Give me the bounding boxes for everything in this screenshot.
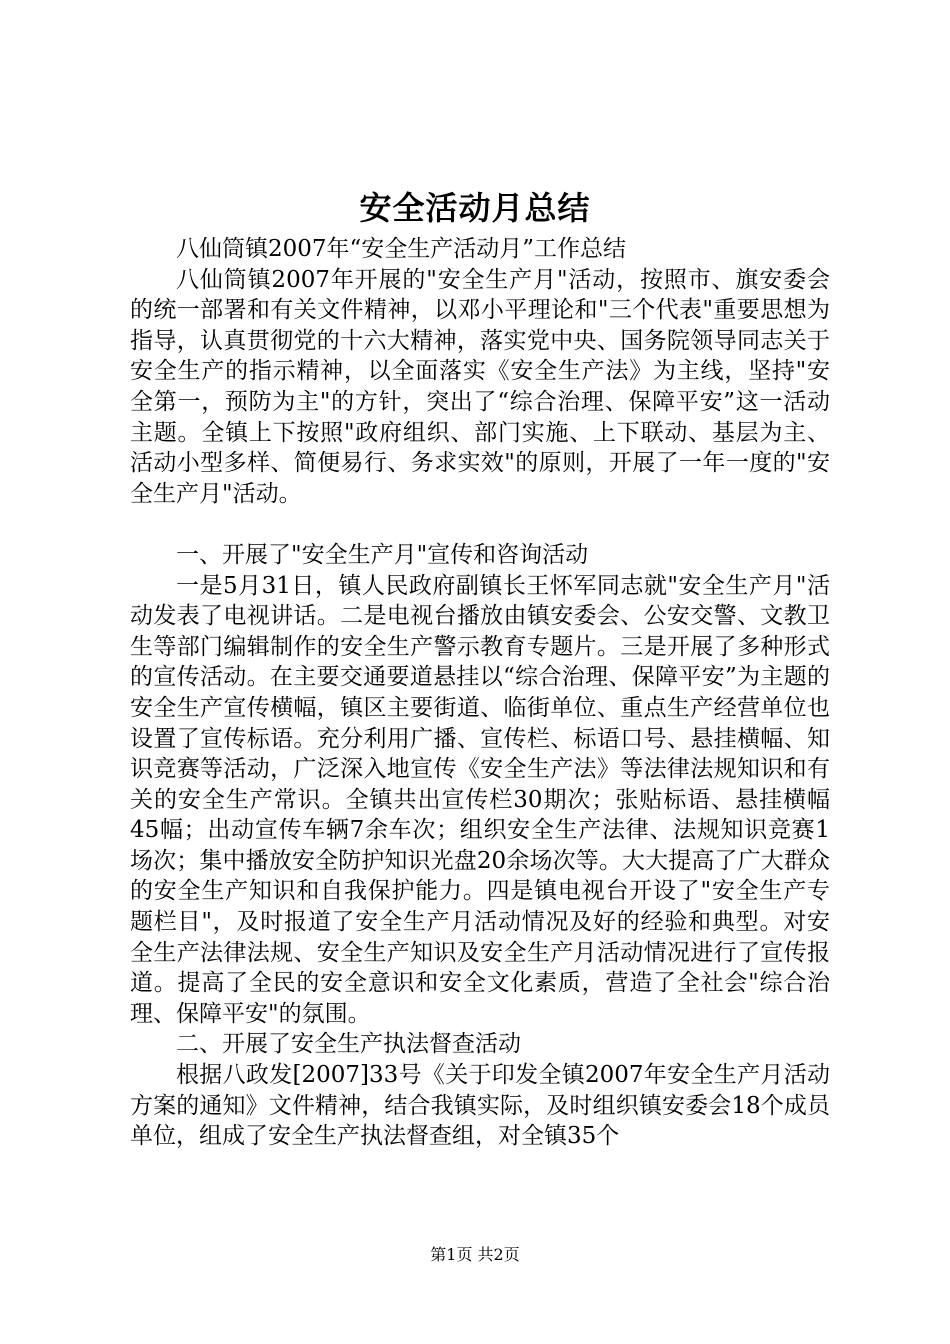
page-footer: 第1页 共2页 — [430, 1245, 520, 1264]
paragraph-gap — [130, 509, 830, 540]
section-heading-2: 二、开展了安全生产执法督查活动 — [176, 1031, 521, 1058]
section-heading-1: 一、开展了"安全生产月"宣传和咨询活动 — [176, 541, 589, 568]
section-1-paragraph: 一是5月31日，镇人民政府副镇长王怀军同志就"安全生产月"活动发表了电视讲话。二是电视台播放由镇安委会、公安交警、文教卫生等部门编辑制作的安全生产警示教育专题片。三是开展了多种形式的宣传活动。在主要交通要道悬挂以“综合治理、保障平安”为主题的安全生产宣传横幅，镇区主要街道、临街单位、重点生产经营单位也设置了宣传标语。充分利用广播、宣传栏、标语口号、悬挂横幅、知识竞赛等活动，广泛深入地宣传《安全生产法》等法律法规知识和有关的安全生产常识。全镇共出宣传栏30期次；张贴标语、悬挂横幅45幅；出动宣传车辆7余车次；组织安全生产法律、法规知识竞赛1场次；集中播放安全防护知识光盘20余场次等。大大提高了广大群众的安全生产知识和自我保护能力。四是镇电视台开设了"安全生产专题栏目"，及时报道了安全生产月活动情况及好的经验和典型。对安全生产法律法规、安全生产知识及安全生产月活动情况进行了宣传报道。提高了全民的安全意识和安全文化素质，营造了全社会"综合治理、保障平安"的氛围。 — [130, 572, 830, 1027]
document-title: 安全活动月总结 — [359, 189, 591, 227]
document-body — [130, 234, 830, 1152]
subtitle-line: 八仙筒镇2007年“安全生产活动月”工作总结 — [176, 236, 627, 262]
intro-paragraph: 八仙筒镇2007年开展的"安全生产月"活动，按照市、旗安委会的统一部署和有关文件精神，以邓小平理论和"三个代表"重要思想为指导，认真贯彻党的十六大精神，落实党中央、国务院领导同志关于安全生产的指示精神，以全面落实《安全生产法》为主线，坚持"安全第一，预防为主"的方针，突出了“综合治理、保障平安”这一活动主题。全镇上下按照"政府组织、部门实施、上下联动、基层为主、活动小型多样、简便易行、务求实效"的原则，开展了一年一度的"安全生产月"活动。 — [130, 266, 830, 507]
section-2-paragraph: 根据八政发[2007]33号《关于印发全镇2007年安全生产月活动方案的通知》文件精神，结合我镇实际，及时组织镇安委会18个成员单位，组成了安全生产执法督查组，对全镇35个 — [130, 1062, 830, 1150]
